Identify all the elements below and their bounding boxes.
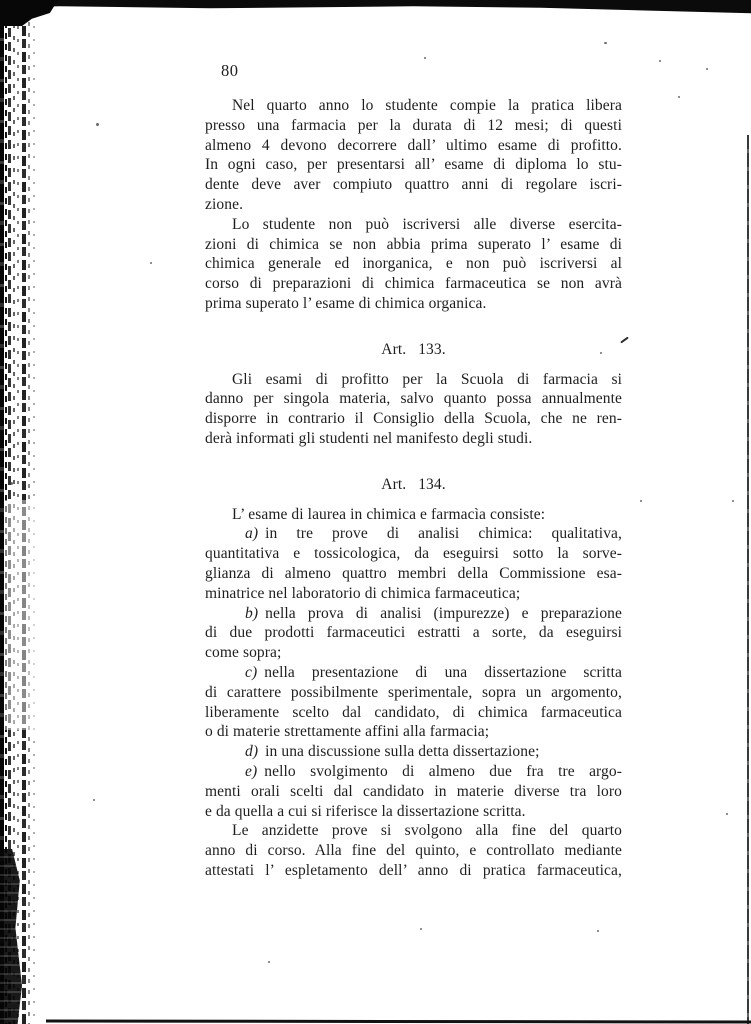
text-line xyxy=(205,195,622,215)
scan-speck xyxy=(424,57,426,59)
line-text: danno per singola materia, salvo quanto possa annualmente xyxy=(205,390,622,408)
scan-speck xyxy=(678,96,680,98)
text-line xyxy=(205,429,622,449)
scan-speck xyxy=(93,799,95,801)
line-text: corso di preparazioni di chimica farmaceutica se non avrà xyxy=(205,275,622,293)
text-line xyxy=(205,663,622,683)
scan-speck xyxy=(732,500,734,502)
scan-speck xyxy=(600,352,602,354)
scan-bottom-edge xyxy=(46,1020,751,1023)
line-text: dente deve aver compiuto quattro anni di regolare iscri- xyxy=(205,176,622,194)
line-text: in tre prove di analisi chimica: qualitativa, xyxy=(265,525,622,543)
scan-speck xyxy=(726,813,728,815)
page-number: 80 xyxy=(221,61,239,80)
scan-speck xyxy=(268,961,270,963)
text-line xyxy=(205,762,622,782)
line-text: minatrice nel laboratorio di chimica farmaceutica; xyxy=(205,584,521,602)
text-line xyxy=(205,584,622,604)
text-line xyxy=(205,389,622,409)
text-line xyxy=(205,544,622,564)
page-text xyxy=(205,96,622,881)
line-text: nella presentazione di una dissertazione scritta xyxy=(264,663,622,681)
line-text: prima superato l’ esame di chimica organica. xyxy=(205,294,487,312)
text-line xyxy=(205,340,622,360)
item-letter: b) xyxy=(245,604,259,622)
line-text: Le anzidette prove si svolgono alla fine del quarto xyxy=(232,822,622,840)
text-line xyxy=(205,623,622,643)
binding-fade xyxy=(4,500,44,730)
line-text: anno di corso. Alla fine del quinto, e controllato mediante xyxy=(205,842,622,860)
line-text: menti orali scelti dal candidato in materie diverse tra loro xyxy=(205,782,622,800)
line-text: come sopra; xyxy=(205,644,282,662)
line-text: Lo studente non può iscriversi alle diverse esercita- xyxy=(232,215,622,233)
scan-speck xyxy=(597,930,599,932)
line-text: presso una farmacia per la durata di 12 mesi; di questi xyxy=(205,116,622,134)
line-text: in una discussione sulla detta dissertazione; xyxy=(265,743,540,761)
line-text: glianza di almeno quattro membri della Commissione esa- xyxy=(205,564,622,582)
text-line xyxy=(205,802,622,822)
text-line xyxy=(205,215,622,235)
text-line xyxy=(205,370,622,390)
text-line xyxy=(205,409,622,429)
text-line xyxy=(205,136,622,156)
line-text: derà informati gli studenti nel manifesto degli studi. xyxy=(205,429,533,447)
scan-speck xyxy=(420,928,422,930)
text-line xyxy=(205,524,622,544)
text-line xyxy=(205,294,622,314)
line-text: di due prodotti farmaceutici estratti a sorte, da eseguirsi xyxy=(205,624,622,642)
scan-speck xyxy=(640,500,642,502)
item-letter: c) xyxy=(245,663,258,681)
text-line xyxy=(205,505,622,525)
text-line xyxy=(205,116,622,136)
line-text: Art. 133. xyxy=(381,340,446,358)
text-line xyxy=(205,683,622,703)
item-letter: e) xyxy=(245,762,258,780)
line-text: zioni di chimica se non abbia prima superato l’ esame di xyxy=(205,235,622,253)
scan-top-edge xyxy=(0,0,751,15)
text-line xyxy=(205,175,622,195)
item-letter: d) xyxy=(245,743,259,761)
text-line xyxy=(205,861,622,881)
line-text: chimica generale ed inorganica, e non può iscriversi al xyxy=(205,255,622,273)
scan-speck xyxy=(150,262,152,264)
line-text: di carattere possibilmente sperimentale, sopra un argomento, xyxy=(205,683,622,701)
binding-edge xyxy=(0,0,44,1024)
line-text: Nel quarto anno lo studente compie la pratica libera xyxy=(232,97,622,114)
text-line xyxy=(205,254,622,274)
scan-speck xyxy=(659,60,661,62)
line-text: quantitativa e tossicologica, da eseguirsi sotto la sorve- xyxy=(205,545,622,563)
line-text: In ogni caso, per presentarsi all’ esame di diploma lo stu- xyxy=(205,156,622,174)
text-line xyxy=(205,643,622,663)
line-text: almeno 4 devono decorrere dall’ ultimo esame di profitto. xyxy=(205,136,622,154)
scan-speck xyxy=(10,482,13,485)
line-text: liberamente scelto dal candidato, di chimica farmaceutica xyxy=(205,703,622,721)
text-line xyxy=(205,274,622,294)
line-text: nello svolgimento di almeno due fra tre argo- xyxy=(264,762,622,780)
scan-speck xyxy=(96,123,99,126)
line-text: disporre in contrario il Consiglio della Scuola, che ne ren- xyxy=(205,410,622,428)
text-line xyxy=(205,96,622,116)
text-line xyxy=(205,841,622,861)
text-line xyxy=(205,475,622,495)
text-line xyxy=(205,821,622,841)
text-line xyxy=(205,564,622,584)
text-line xyxy=(205,722,622,742)
scan-right-edge xyxy=(747,135,749,1024)
text-line xyxy=(205,155,622,175)
text-line xyxy=(205,782,622,802)
line-text: Gli esami di profitto per la Scuola di farmacia si xyxy=(232,370,622,388)
text-line xyxy=(205,235,622,255)
line-text: e da quella a cui si riferisce la dissertazione scritta. xyxy=(205,802,526,820)
line-text: o di materie strettamente affini alla farmacia; xyxy=(205,723,490,741)
text-line xyxy=(205,742,622,762)
line-text: attestati l’ espletamento dell’ anno di pratica farmaceutica, xyxy=(205,861,622,879)
scan-speck xyxy=(706,68,708,70)
text-line xyxy=(205,604,622,624)
line-text: nella prova di analisi (impurezze) e preparazione xyxy=(265,604,622,622)
scan-speck xyxy=(604,42,607,44)
line-text: zione. xyxy=(205,195,244,213)
text-line xyxy=(205,703,622,723)
line-text: Art. 134. xyxy=(381,475,446,493)
item-letter: a) xyxy=(245,525,259,543)
line-text: L’ esame di laurea in chimica e farmacìa consiste: xyxy=(232,505,546,523)
